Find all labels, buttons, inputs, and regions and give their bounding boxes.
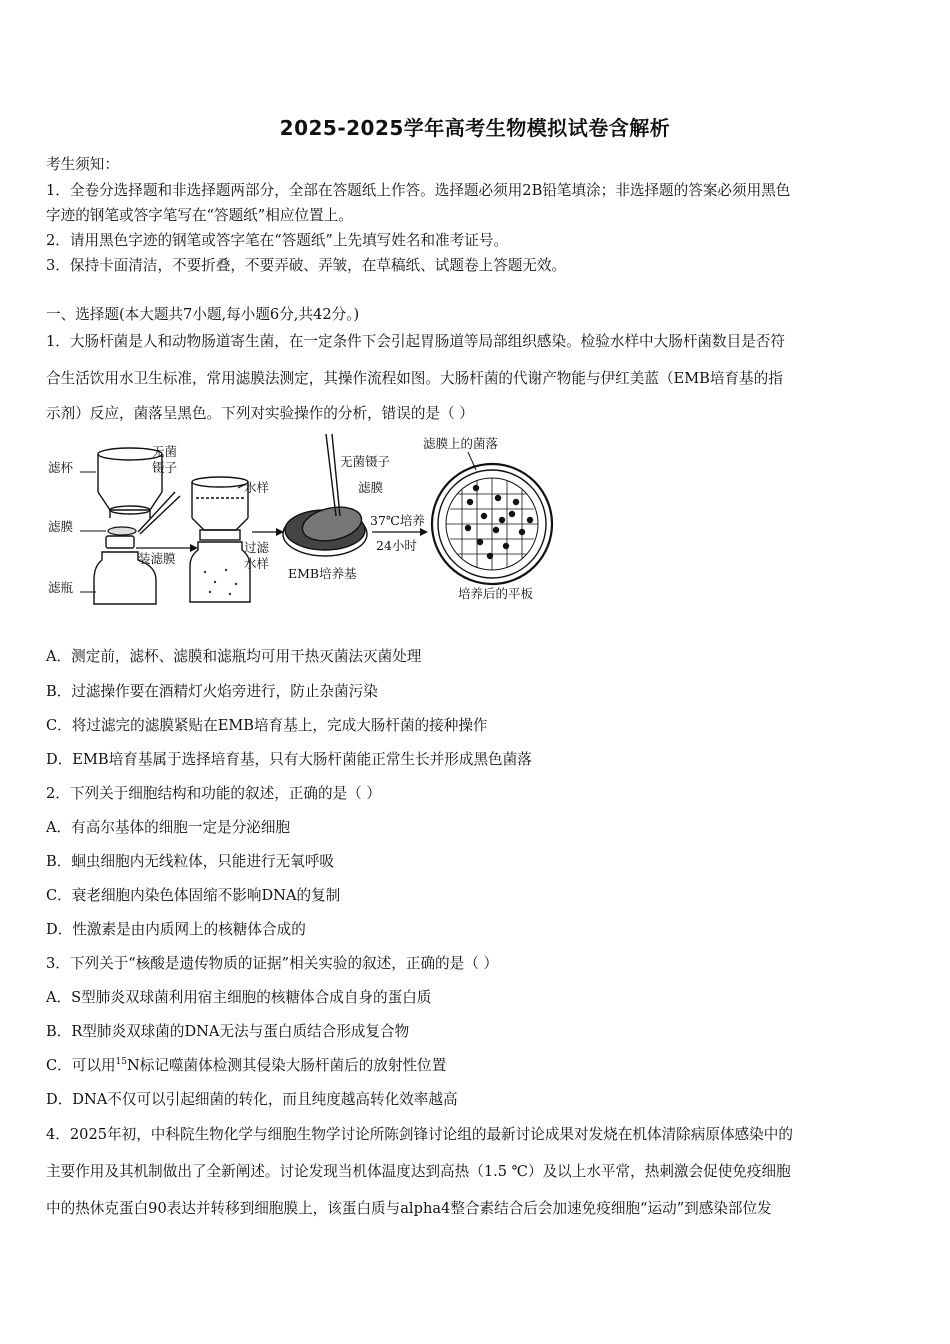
question-2-option: C．衰老细胞内染色体固缩不影响DNA的复制 bbox=[46, 887, 341, 904]
question-3-option: C．可以用$^{15}$N标记噬菌体检测其侵染大肠杆菌后的放射性位置 bbox=[46, 1057, 447, 1074]
question-1-option: A．测定前，滤杯、滤膜和滤瓶均可用干热灭菌法灭菌处理 bbox=[46, 648, 422, 665]
question-2-stem: 2．下列关于细胞结构和功能的叙述，正确的是（ ） bbox=[46, 785, 381, 802]
question-3-stem: 3．下列关于“核酸是遗传物质的证据”相关实验的叙述，正确的是（ ） bbox=[46, 955, 499, 972]
question-4-stem: 中的热休克蛋白90表达并转移到细胞膜上，该蛋白质与alpha4整合素结合后会加速免疫细胞“运动”到感染部位发 bbox=[46, 1200, 772, 1217]
figure-label: 培养后的平板 bbox=[458, 586, 534, 601]
question-4-stem: 主要作用及其机制做出了全新阐述。讨论发现当机体温度达到高热（1.5 ℃）及以上水平常，热刺激会促使免疫细胞 bbox=[46, 1163, 791, 1180]
question-3-option: B．R型肺炎双球菌的DNA无法与蛋白质结合形成复合物 bbox=[46, 1023, 410, 1040]
membrane-drawing bbox=[108, 527, 136, 535]
question-1-option: B．过滤操作要在酒精灯火焰旁进行，防止杂菌污染 bbox=[46, 683, 378, 700]
assembled-apparatus-drawing bbox=[190, 477, 250, 602]
question-1-stem: 示剂）反应，菌落呈黑色。下列对实验操作的分析，错误的是（ ） bbox=[46, 405, 474, 422]
figure-label: 滤膜 bbox=[358, 480, 384, 495]
figure-label: 无菌 bbox=[152, 444, 178, 459]
filter-flask-drawing bbox=[94, 536, 156, 604]
figure-label: 滤膜上的菌落 bbox=[423, 436, 499, 451]
figure-label: 滤膜 bbox=[48, 519, 74, 534]
figure-label: 水样 bbox=[244, 480, 270, 495]
notice-item: 3．保持卡面清洁，不要折叠，不要弄破、弄皱，在草稿纸、试题卷上答题无效。 bbox=[46, 257, 567, 274]
section-heading: 一、选择题(本大题共7小题,每小题6分,共42分。) bbox=[46, 306, 360, 323]
tweezers-drawing bbox=[138, 492, 175, 532]
colonies bbox=[465, 485, 533, 559]
figure-label: 过滤 bbox=[244, 540, 270, 555]
question-1-stem: 合生活饮用水卫生标准，常用滤膜法测定，其操作流程如图。大肠杆菌的代谢产物能与伊红美蓝（EMB培育基的指 bbox=[46, 370, 783, 387]
figure-label: 37℃培养 bbox=[370, 513, 425, 528]
notice-item: 2．请用黑色字迹的钢笔或答字笔在“答题纸”上先填写姓名和准考证号。 bbox=[46, 232, 509, 249]
figure-label: 镊子 bbox=[152, 460, 178, 475]
notice-item: 1．全卷分选择题和非选择题两部分，全部在答题纸上作答。选择题必须用2B铅笔填涂；非选择题的答案必须用黑色 bbox=[46, 182, 791, 199]
figure-label: 装滤膜 bbox=[138, 551, 176, 566]
question-3-option: A．S型肺炎双球菌利用宿主细胞的核糖体合成自身的蛋白质 bbox=[46, 989, 432, 1006]
question-3-option: D．DNA不仅可以引起细菌的转化，而且纯度越高转化效率越高 bbox=[46, 1091, 458, 1108]
figure-label: 水样 bbox=[244, 556, 270, 571]
figure-label: EMB培养基 bbox=[288, 566, 357, 581]
water-droplets bbox=[204, 569, 237, 595]
figure-label: 滤瓶 bbox=[48, 580, 74, 595]
notice-item: 字迹的钢笔或答字笔写在“答题纸”相应位置上。 bbox=[46, 207, 353, 224]
figure-label: 24小时 bbox=[376, 538, 417, 553]
question-2-option: A．有高尔基体的细胞一定是分泌细胞 bbox=[46, 819, 291, 836]
figure-label: 无菌镊子 bbox=[340, 454, 391, 469]
emb-plate-drawing bbox=[283, 502, 367, 556]
question-2-option: B．蛔虫细胞内无线粒体，只能进行无氧呼吸 bbox=[46, 853, 335, 870]
question-1-option: C．将过滤完的滤膜紧贴在EMB培育基上，完成大肠杆菌的接种操作 bbox=[46, 717, 488, 734]
notice-heading: 考生须知： bbox=[46, 156, 119, 173]
result-plate-drawing bbox=[432, 464, 552, 584]
filtration-procedure-figure bbox=[40, 432, 570, 607]
question-4-stem: 4．2025年初，中科院生物化学与细胞生物学讨论所陈剑锋讨论组的最新讨论成果对发烧在机体清除病原体感染中的 bbox=[46, 1126, 793, 1143]
page-title: 2025-2025学年高考生物模拟试卷含解析 bbox=[279, 116, 671, 140]
question-1-stem: 1．大肠杆菌是人和动物肠道寄生菌，在一定条件下会引起胃肠道等局部组织感染。检验水样中大肠杆菌数目是否符 bbox=[46, 333, 785, 350]
figure-label: 滤杯 bbox=[48, 460, 74, 475]
tweezers-drawing bbox=[326, 434, 336, 516]
question-1-option: D．EMB培育基属于选择培育基，只有大肠杆菌能正常生长并形成黑色菌落 bbox=[46, 751, 532, 768]
question-2-option: D．性激素是由内质网上的核糖体合成的 bbox=[46, 921, 306, 938]
